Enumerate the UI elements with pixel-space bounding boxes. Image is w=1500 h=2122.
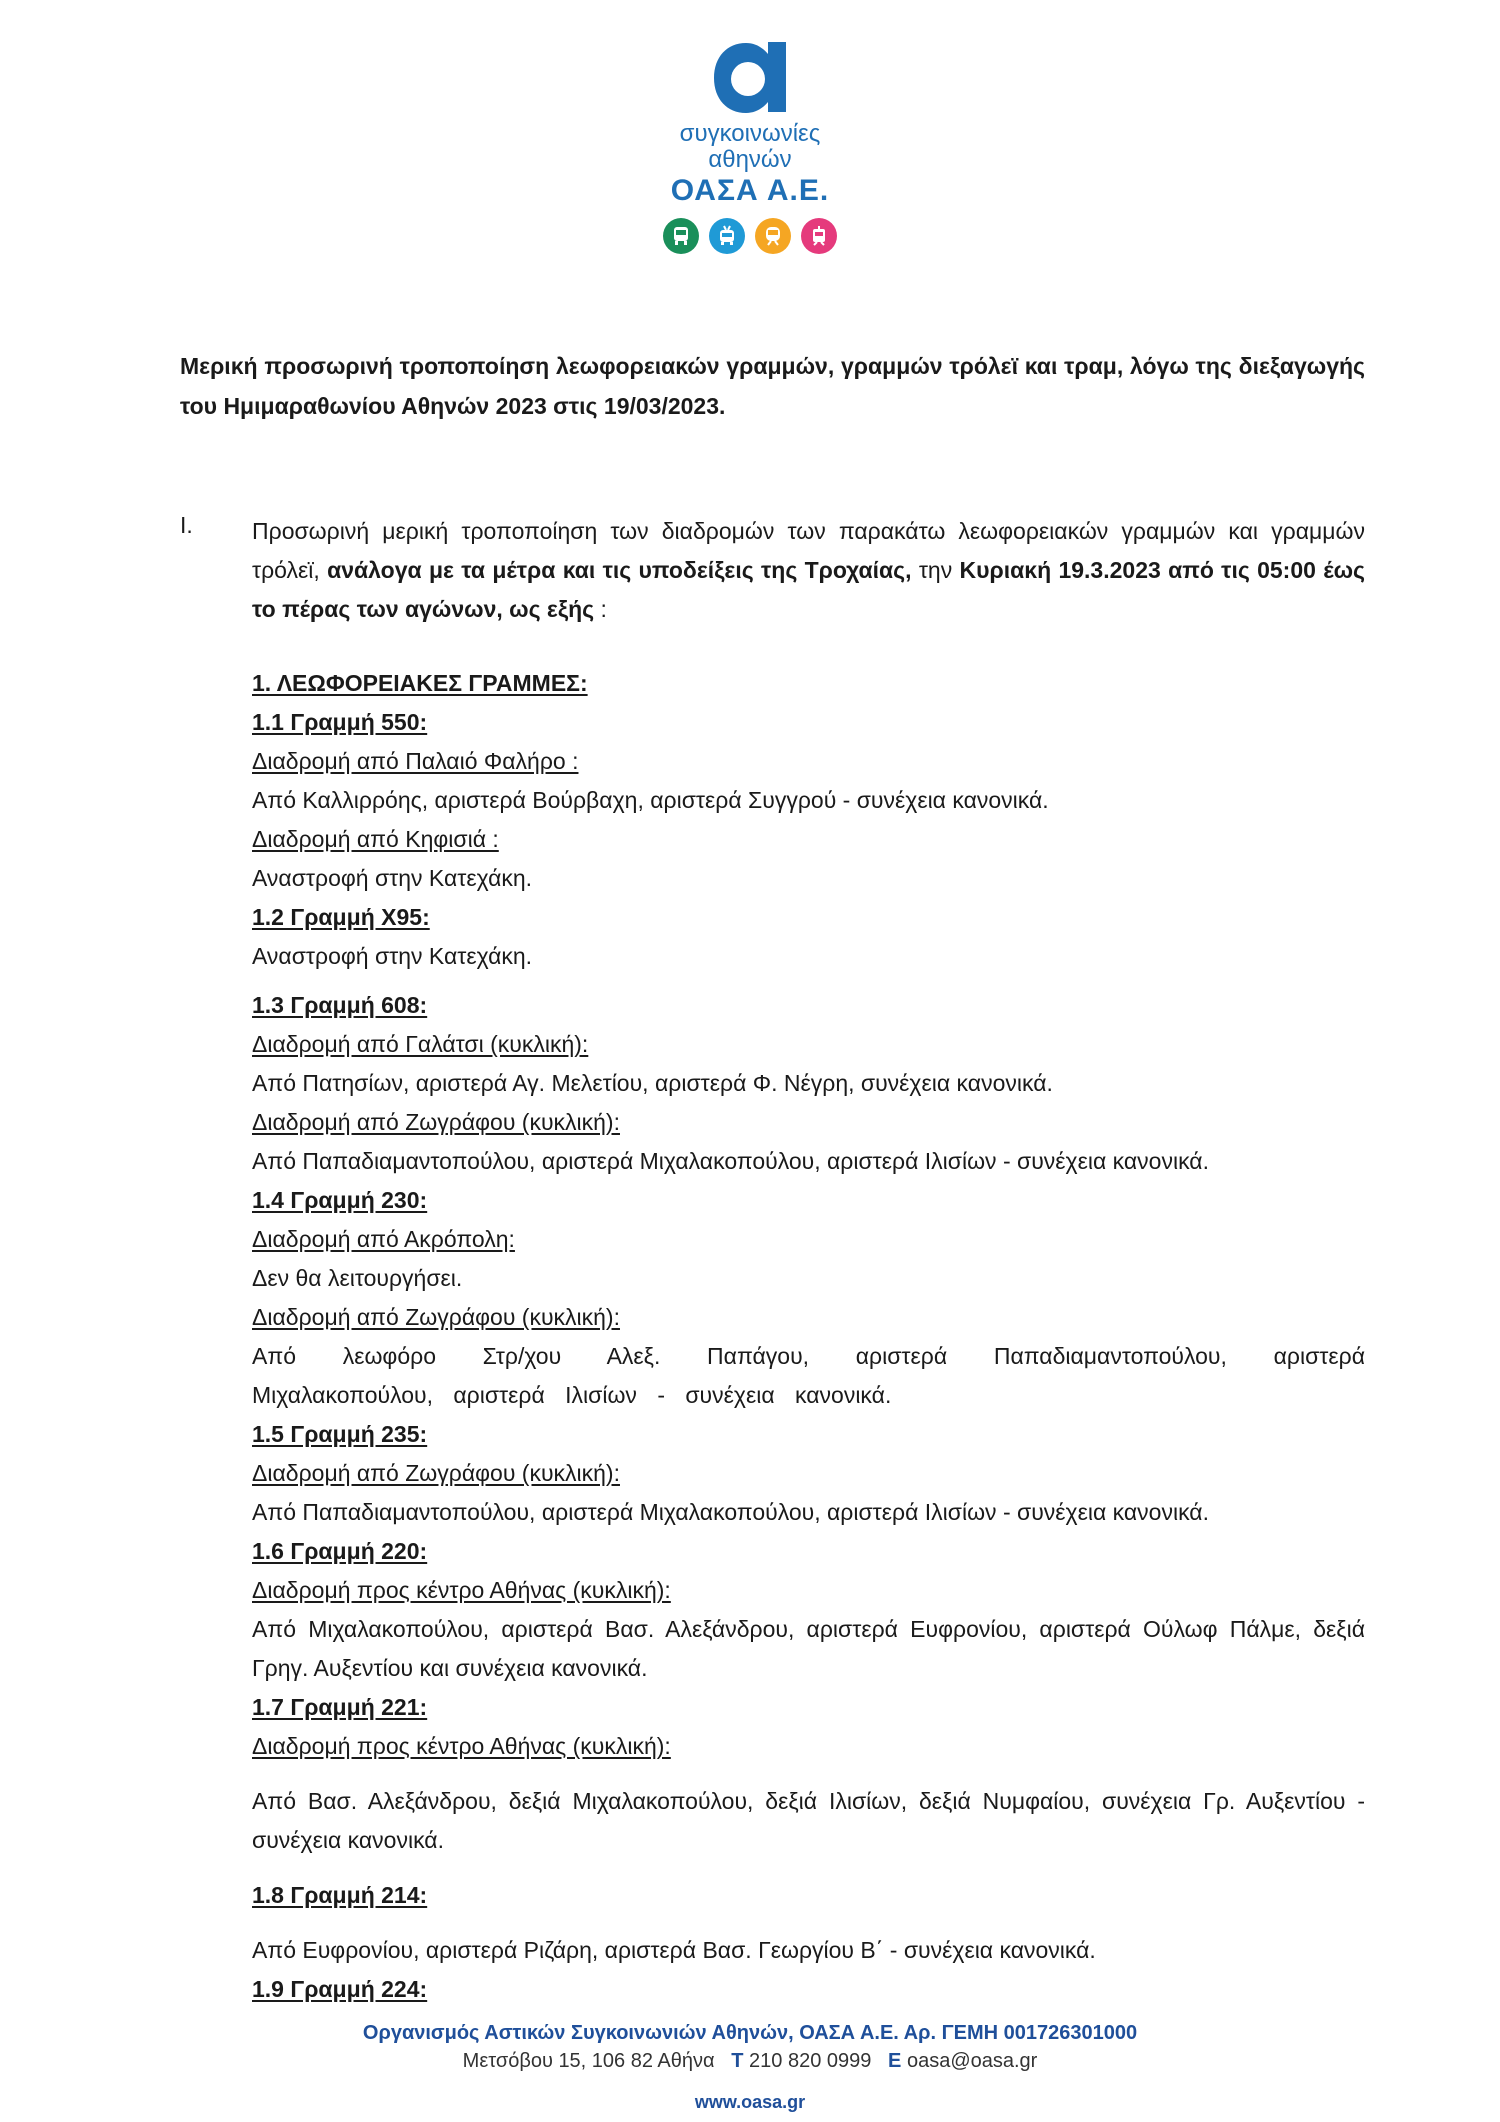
line-230-text-2: Από λεωφόρο Στρ/χου Αλεξ. Παπάγου, αριστερά Παπαδιαμαντοπούλου, αριστερά Μιχαλακοπούλου, αριστερά Ιλισίων - συνέχεια κανονικά. bbox=[252, 1343, 1365, 1408]
line-221-route-1: Διαδρομή προς κέντρο Αθήνας (κυκλική): bbox=[252, 1733, 671, 1759]
footer-contact bbox=[0, 2050, 1500, 2073]
line-608-text-2: Από Παπαδιαμαντοπούλου, αριστερά Μιχαλακοπούλου, αριστερά Ιλισίων - συνέχεια κανονικά. bbox=[252, 1148, 1209, 1174]
line-550-route-1: Διαδρομή από Παλαιό Φαλήρο : bbox=[252, 748, 579, 774]
footer-email[interactable]: oasa@oasa.gr bbox=[906, 2050, 1038, 2072]
footer-website[interactable]: www.oasa.gr bbox=[694, 2092, 806, 2112]
logo-text-line2: αθηνών bbox=[708, 146, 792, 173]
line-608-route-2: Διαδρομή από Ζωγράφου (κυκλική): bbox=[252, 1109, 620, 1135]
line-235-text-1: Από Παπαδιαμαντοπούλου, αριστερά Μιχαλακοπούλου, αριστερά Ιλισίων - συνέχεια κανονικά. bbox=[252, 1499, 1209, 1525]
line-220-title: 1.6 Γραμμή 220: bbox=[252, 1538, 428, 1564]
footer-organization: Οργανισμός Αστικών Συγκοινωνιών Αθηνών, ΟΑΣΑ Α.Ε. Αρ. ΓΕΜΗ 001726301000 bbox=[362, 2022, 1138, 2044]
oasa-alpha-icon bbox=[710, 38, 790, 116]
line-214-text-1: Από Ευφρονίου, αριστερά Ριζάρη, αριστερά Βασ. Γεωργίου Β΄ - συνέχεια κανονικά. bbox=[252, 1937, 1096, 1963]
logo-text-line1: συγκοινωνίες bbox=[679, 120, 821, 147]
line-550-title: 1.1 Γραμμή 550: bbox=[252, 709, 428, 735]
line-x95-text-1: Αναστροφή στην Κατεχάκη. bbox=[252, 943, 533, 969]
bus-icon bbox=[663, 218, 699, 254]
bus-lines-section bbox=[252, 664, 1365, 2009]
footer-phone-label: Τ bbox=[731, 2050, 744, 2072]
document-heading: Μερική προσωρινή τροποποίηση λεωφορειακών γραμμών, γραμμών τρόλεϊ και τραμ, λόγω της διεξαγωγής του Ημιμαραθωνίου Αθηνών 2023 στις 19/03/2023. bbox=[180, 353, 1365, 419]
oasa-logo bbox=[0, 38, 1500, 254]
logo-text-line3: ΟΑΣΑ Α.Ε. bbox=[670, 174, 830, 207]
line-221-title: 1.7 Γραμμή 221: bbox=[252, 1694, 428, 1720]
section-numeral: I. bbox=[180, 512, 193, 538]
line-220-text-1: Από Μιχαλακοπούλου, αριστερά Βασ. Αλεξάνδρου, αριστερά Ευφρονίου, αριστερά Ούλωφ Πάλμε, δεξιά Γρηγ. Αυξεντίου και συνέχεια κανονικά. bbox=[252, 1616, 1365, 1681]
line-235-title: 1.5 Γραμμή 235: bbox=[252, 1421, 428, 1447]
intro-text-d: Κυριακή 19.3.2023 από τις 05:00 έως το πέρας των αγώνων, ως εξής bbox=[252, 557, 1366, 622]
footer-address: Μετσόβου 15, 106 82 Αθήνα bbox=[462, 2050, 715, 2072]
line-235-route-1: Διαδρομή από Ζωγράφου (κυκλική): bbox=[252, 1460, 620, 1486]
footer-phone: 210 820 0999 bbox=[749, 2050, 872, 2072]
tram-icon bbox=[801, 218, 837, 254]
line-608-route-1: Διαδρομή από Γαλάτσι (κυκλική): bbox=[252, 1031, 589, 1057]
trolley-icon bbox=[709, 218, 745, 254]
line-220-route-1: Διαδρομή προς κέντρο Αθήνας (κυκλική): bbox=[252, 1577, 671, 1603]
intro-text-a: Προσωρινή μερική τροποποίηση των διαδρομών των παρακάτω λεωφορειακών γραμμών και γραμμών τρόλεϊ, bbox=[252, 518, 1365, 583]
line-550-text-2: Αναστροφή στην Κατεχάκη. bbox=[252, 865, 533, 891]
line-608-text-1: Από Πατησίων, αριστερά Αγ. Μελετίου, αριστερά Φ. Νέγρη, συνέχεια κανονικά. bbox=[252, 1070, 1053, 1096]
intro-text-b: ανάλογα με τα μέτρα και τις υποδείξεις της Τροχαίας, bbox=[327, 557, 912, 583]
line-608-title: 1.3 Γραμμή 608: bbox=[252, 992, 428, 1018]
line-214-title: 1.8 Γραμμή 214: bbox=[252, 1882, 428, 1908]
line-x95-title: 1.2 Γραμμή Χ95: bbox=[252, 904, 430, 930]
intro-text-e: : bbox=[594, 596, 607, 622]
footer-email-label: Ε bbox=[888, 2050, 902, 2072]
line-230-title: 1.4 Γραμμή 230: bbox=[252, 1187, 428, 1213]
section-intro bbox=[252, 512, 1365, 629]
metro-icon bbox=[755, 218, 791, 254]
line-230-text-1: Δεν θα λειτουργήσει. bbox=[252, 1265, 463, 1291]
line-230-route-1: Διαδρομή από Ακρόπολη: bbox=[252, 1226, 515, 1252]
bus-lines-title: 1. ΛΕΩΦΟΡΕΙΑΚΕΣ ΓΡΑΜΜΕΣ: bbox=[252, 670, 588, 696]
transport-mode-icons bbox=[0, 218, 1500, 254]
line-550-route-2: Διαδρομή από Κηφισιά : bbox=[252, 826, 499, 852]
line-550-text-1: Από Καλλιρρόης, αριστερά Βούρβαχη, αριστερά Συγγρού - συνέχεια κανονικά. bbox=[252, 787, 1049, 813]
line-221-text-1: Από Βασ. Αλεξάνδρου, δεξιά Μιχαλακοπούλου, δεξιά Ιλισίων, δεξιά Νυμφαίου, συνέχεια Γρ. Αυξεντίου - συνέχεια κανονικά. bbox=[252, 1788, 1365, 1853]
line-230-route-2: Διαδρομή από Ζωγράφου (κυκλική): bbox=[252, 1304, 620, 1330]
line-224-title: 1.9 Γραμμή 224: bbox=[252, 1976, 428, 2002]
intro-text-c: την bbox=[911, 557, 960, 583]
